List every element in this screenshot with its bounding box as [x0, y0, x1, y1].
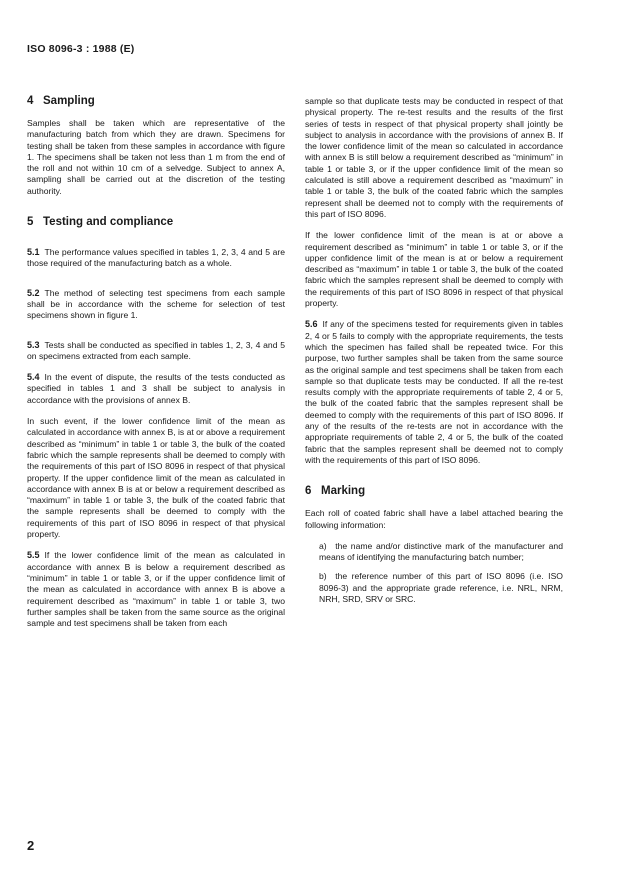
clause-5-3 — [27, 340, 285, 363]
section-5-number: 5 — [27, 216, 34, 229]
section-5-title: Testing and compliance — [43, 216, 174, 229]
clause-5-3-number: 5.3 — [27, 339, 40, 350]
clause-5-5-compliance-paragraph: If the lower confidence limit of the mean is at or above a requirement described as “minimum” in table 1 or table 3, or if the upper confidence limit of the mean is at or below a requirement described as “maximum” in table 1 or table 3, the bulk of the coated fabric which the samples represent shall be deemed to comply with the requirements of this part of ISO 8096 in respect of that physical property. — [305, 230, 563, 309]
section-6-number: 6 — [305, 485, 312, 498]
clause-5-6 — [305, 319, 563, 466]
clause-5-5-text: If the lower confidence limit of the mean as calculated in accordance with annex B is below a requirement described as “minimum” in table 1 or table 3, or if the upper confidence limit of the mean as calculated in accordance with annex B is above a requirement described as “maximum” in table 1 or table 3, two further samples shall be taken from the same source as the original sample and test specimens shall be taken from each — [27, 550, 285, 629]
clause-5-3-text: Tests shall be conducted as specified in tables 1, 2, 3, 4 and 5 on specimens extracted from each sample. — [27, 339, 285, 361]
left-column — [27, 94, 285, 639]
marking-item-a: a) the name and/or distinctive mark of the manufacturer and means of identifying the manufacturing batch number; — [319, 540, 563, 563]
section-4-paragraph: Samples shall be taken which are representative of the manufacturing batch from which they are drawn. Specimens for testing shall be taken from these samples in accordance with figure 1. The specimens shall be taken not less than 1 m from the end of the roll and not within 10 cm of a selvedge. Subject to annex A, sampling shall be carried out at the discretion of the testing authority. — [27, 118, 285, 196]
clause-5-1-number: 5.1 — [27, 247, 40, 258]
section-4-number: 4 — [27, 95, 34, 107]
clause-5-4-text: In the event of dispute, the results of the tests conducted as specified in tables 1 and 3 shall be subject to analysis in accordance with the provisions of annex B. — [27, 372, 285, 405]
clause-5-2 — [27, 288, 285, 322]
clause-5-1 — [27, 247, 285, 270]
right-column — [305, 96, 563, 613]
marking-item-b: b) the reference number of this part of ISO 8096 (i.e. ISO 8096-3) and the appropriate grade reference, i.e. NRL, NRM, NRH, SRD, SRV or SRC. — [319, 571, 563, 604]
clause-5-2-text: The method of selecting test specimens from each sample shall be in accordance with the scheme for selection of test specimens shown in figure 1. — [27, 287, 285, 321]
clause-5-4-number: 5.4 — [27, 372, 40, 383]
clause-5-2-number: 5.2 — [27, 287, 40, 298]
section-4-heading — [27, 94, 285, 108]
clause-5-5-continuation: sample so that duplicate tests may be conducted in respect of that physical property. The re-test results and the results of the first series of tests in respect of that physical property shall jointly be subject to analysis in accordance with the provisions of annex B. If the lower confidence limit of the mean so calculated in accordance with annex B is still below a requirement described as “minimum” in table 1 or table 3, or if the upper confidence limit of the mean so calculated is still above a requirement described as “maximum” in table 1 or table 3, the bulk of the coated fabric which the samples represent shall be deemed not to comply with the requirements of this part of ISO 8096. — [305, 96, 563, 219]
section-6-intro: Each roll of coated fabric shall have a label attached bearing the following information: — [305, 508, 563, 530]
page-number: 2 — [27, 838, 35, 853]
clause-5-5 — [27, 550, 285, 629]
document-header: ISO 8096-3 : 1988 (E) — [27, 43, 135, 55]
section-6-title: Marking — [321, 485, 366, 498]
clause-5-6-text: If any of the specimens tested for requirements given in tables 2, 4 or 5 fails to comply with the appropriate requirements, the tests which the specimen has failed shall be repeated twice. For this purpose, two further samples shall be taken from the same source as the original sample and test specimens shall be taken from each sample so that duplicate tests may be conducted. If all the re-test results comply with the appropriate requirements of table 2, 4 or 5, the bulk of the coated fabric that the samples represent shall be deemed to comply with the requirements of this part of ISO 8096. If any of the results of the re-tests are not in accordance with the appropriate requirements of table 2, 4 or 5, the bulk of the coated fabric that the samples represent shall be deemed not to comply with the requirements of this part of ISO 8096. — [305, 319, 563, 465]
section-6-heading — [305, 484, 563, 498]
clause-5-6-number: 5.6 — [305, 319, 318, 330]
clause-5-1-text: The performance values specified in tables 1, 2, 3, 4 and 5 are those required of the manufacturing batch as a whole. — [27, 247, 285, 269]
section-4-title: Sampling — [43, 95, 95, 107]
section-5-heading — [27, 215, 285, 229]
clause-5-4-continuation: In such event, if the lower confidence limit of the mean as calculated in accordance with annex B, is at or above a requirement described as “minimum” in table 1 or table 3, the bulk of the coated fabric which the sample represents shall be deemed to comply with the requirements of this part of ISO 8096 in respect of that physical property. If the upper confidence limit of the mean as calculated in accordance with annex B is at or below a requirement described as “maximum” in table 1 or table 3, the bulk of the coated fabric that the sample represents shall be deemed to comply with the requirements of this part of ISO 8096 in respect of that physical property. — [27, 416, 285, 540]
clause-5-5-number: 5.5 — [27, 550, 40, 561]
clause-5-4 — [27, 372, 285, 406]
